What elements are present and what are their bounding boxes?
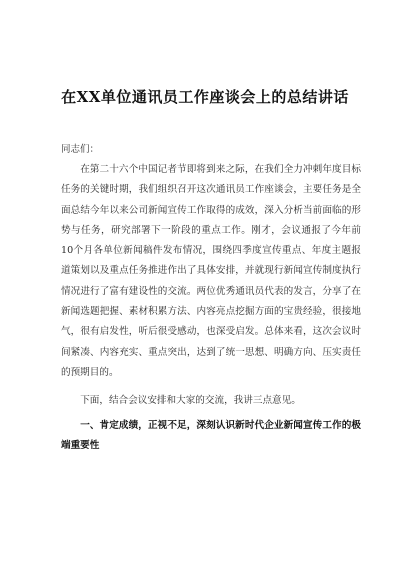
document-title: 在XX单位通讯员工作座谈会上的总结讲话 xyxy=(61,88,349,106)
body-paragraph: 在第二十六个中国记者节即将到来之际，在我们全力冲刺年度目标任务的关键时期，我们组织召开这次通讯员工作座谈会，主要任务是全面总结今年以来公司新闻宣传工作取得的成效，深入分析当前面临的形势与任务，研究部署下一阶段的重点工作。刚才，会议通报了今年前10个月各单位新闻稿件发布情况，围绕四季度宣传重点、年度主题报道策划以及重点任务推进作出了具体安排，并就现行新闻宣传制度执行情况进行了富有建设性的交流。两位优秀通讯员代表的发言，分享了在新闻选题把握、素材积累方法、内容亮点挖掘方面的宝贵经验，很接地气，很有启发性，听后很受感动，也深受启发。总体来看，这次会议时间紧凑、内容充实、重点突出，达到了统一思想、明确方向、压实责任的预期目的。 xyxy=(61,164,361,378)
document-body xyxy=(61,160,361,456)
section-heading: 一、肯定成绩，正视不足，深刻认识新时代企业新闻宣传工作的极端重要性 xyxy=(61,419,361,451)
salutation: 同志们： xyxy=(61,144,100,155)
body-paragraph: 下面，结合会议安排和大家的交流，我讲三点意见。 xyxy=(80,395,301,407)
